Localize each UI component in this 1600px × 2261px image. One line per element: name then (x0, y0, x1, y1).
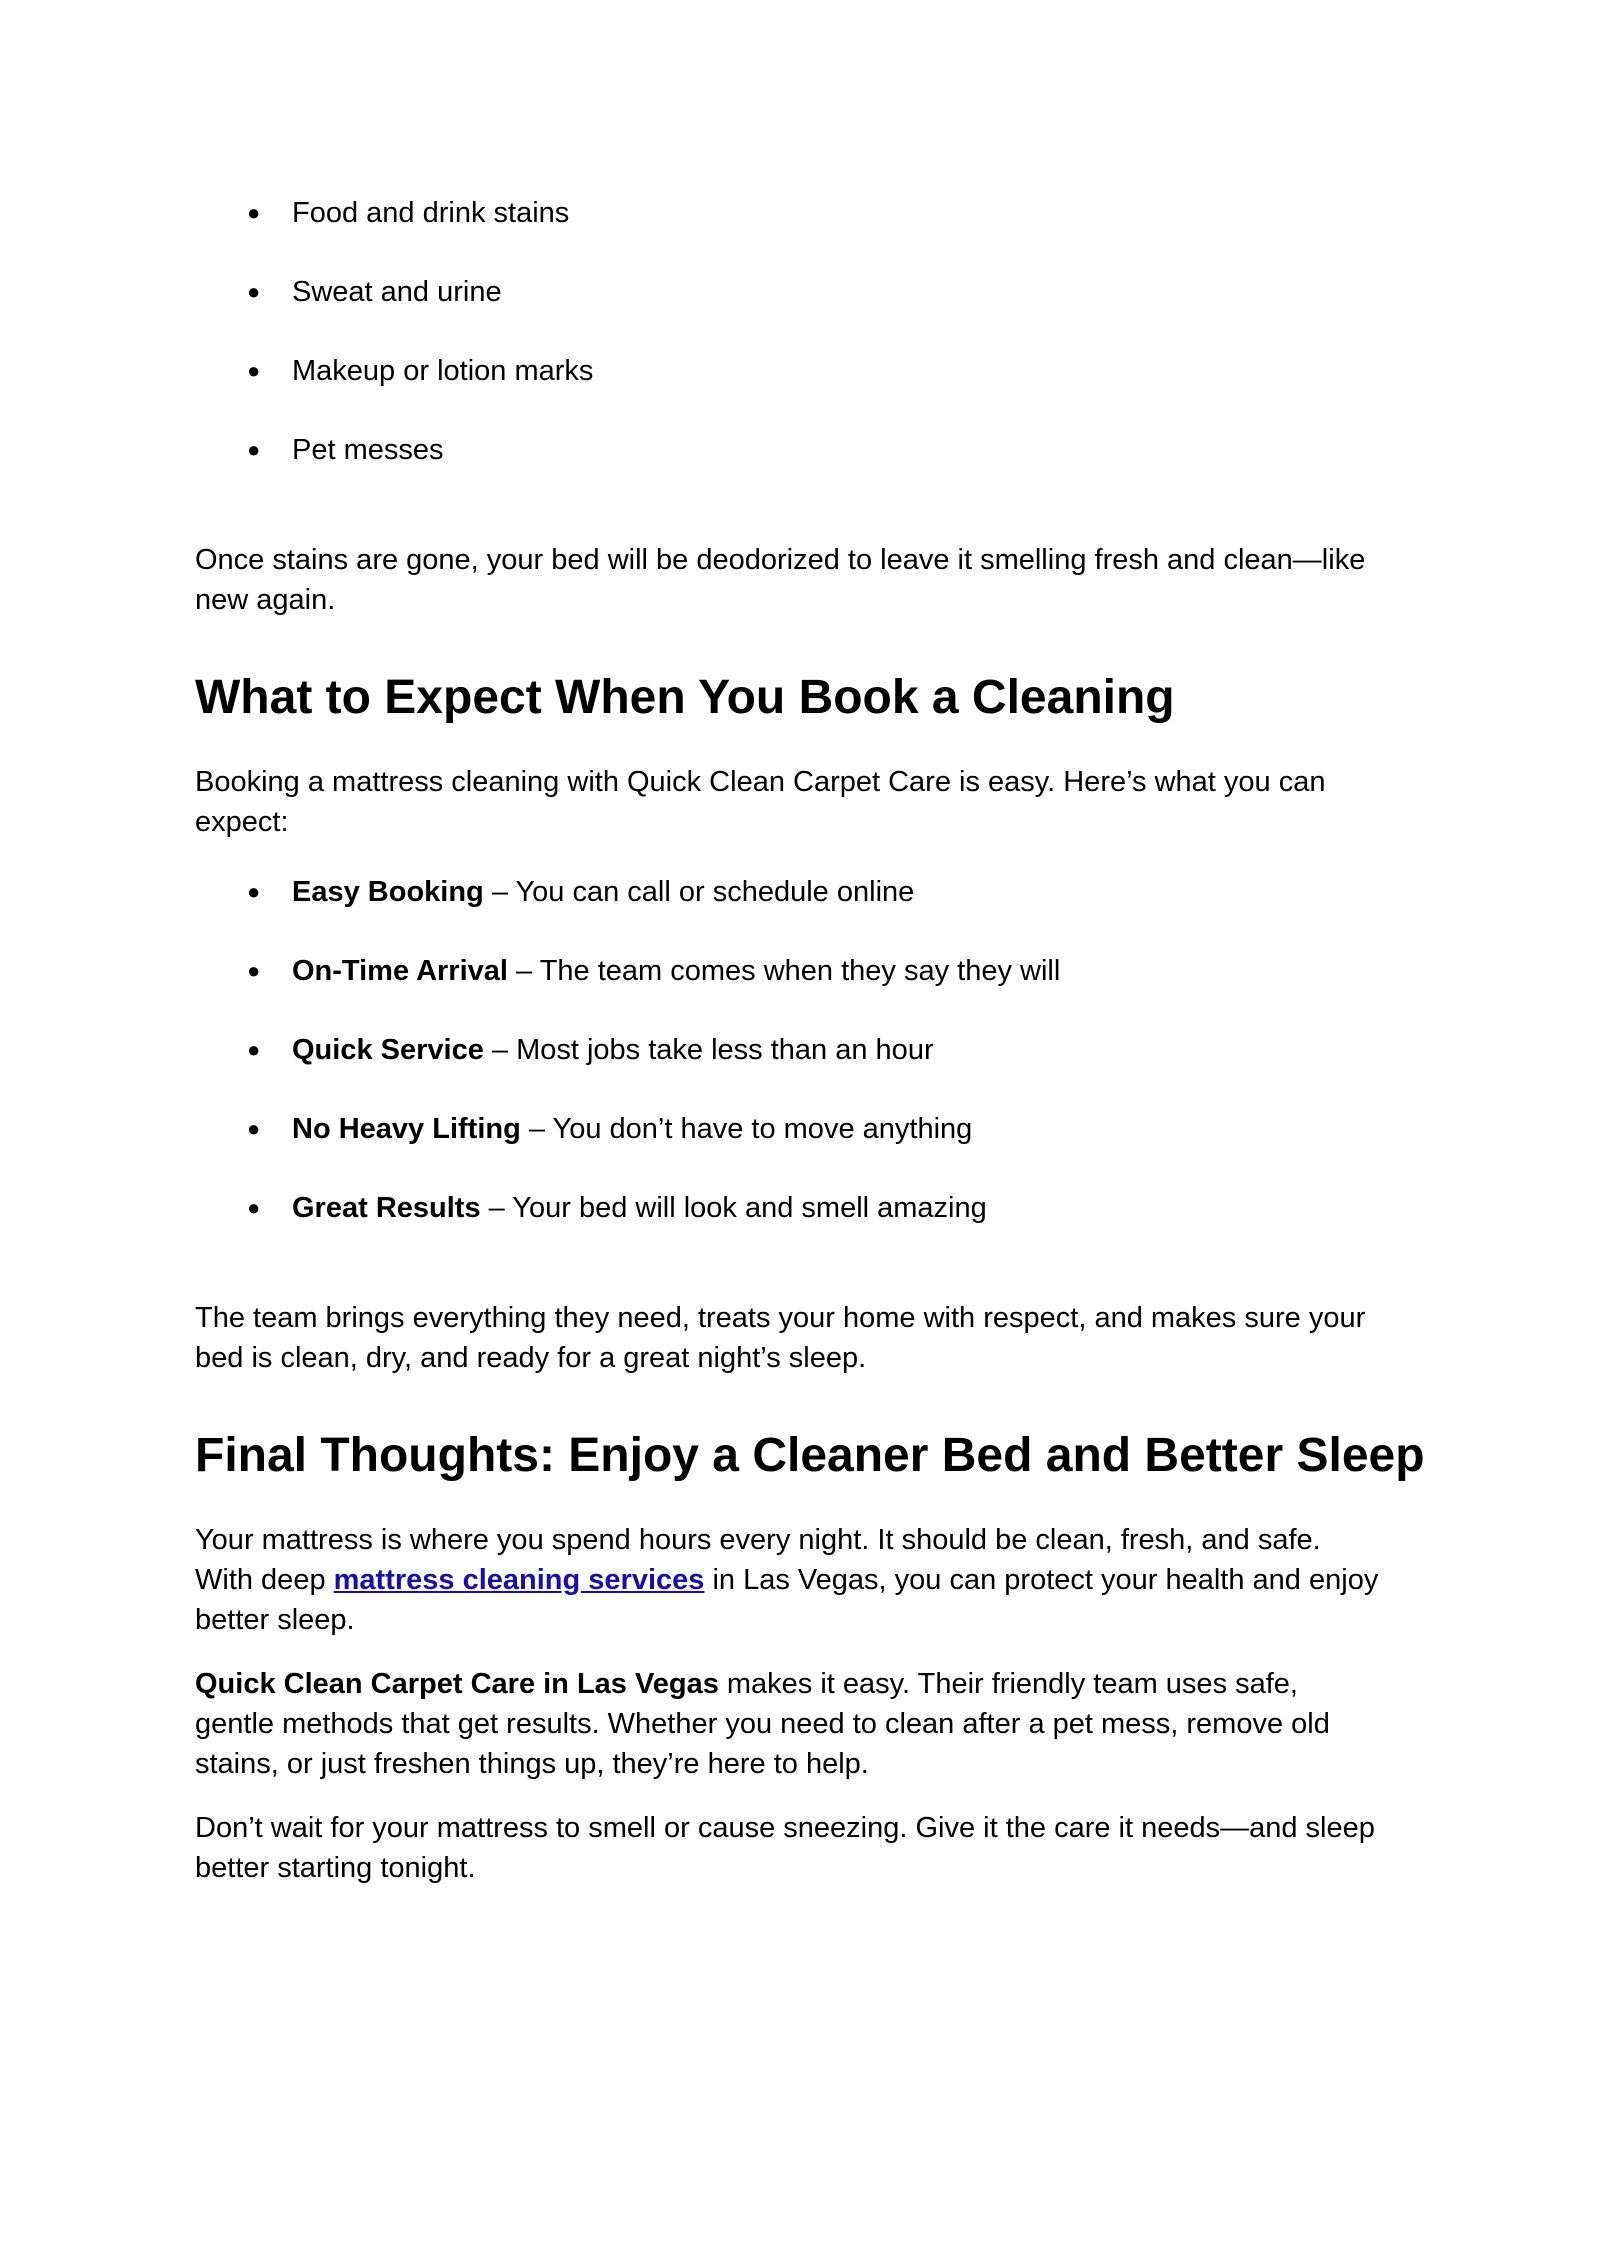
booking-intro-paragraph: Booking a mattress cleaning with Quick Clean Carpet Care is easy. Here’s what you can expect: (195, 766, 1326, 838)
section-heading: What to Expect When You Book a Cleaning (195, 671, 1175, 724)
bullet-icon: ● (247, 1037, 261, 1062)
list-item: ● Sweat and urine (195, 272, 1425, 312)
team-paragraph: The team brings everything they need, treats your home with respect, and makes sure your bed is clean, dry, and ready for a great night’s sleep. (195, 1302, 1366, 1374)
expectations-list (195, 872, 1425, 1267)
list-item: ● Pet messes (195, 430, 1425, 470)
bullet-icon: ● (247, 958, 261, 983)
list-item: ● Great Results – Your bed will look and smell amazing (195, 1188, 1425, 1228)
bullet-icon: ● (247, 1195, 261, 1220)
bullet-icon: ● (247, 437, 261, 462)
bullet-icon: ● (247, 879, 261, 904)
bullet-icon: ● (247, 200, 261, 225)
list-item: ● On-Time Arrival – The team comes when they say they will (195, 951, 1425, 991)
list-item: ● No Heavy Lifting – You don’t have to move anything (195, 1109, 1425, 1149)
list-item: ● Easy Booking – You can call or schedule online (195, 872, 1425, 912)
final-thoughts-paragraph: Your mattress is where you spend hours every night. It should be clean, fresh, and safe. With deep mattress cleaning services in Las Vegas, you can protect your health and enjoy better sleep. (195, 1524, 1379, 1636)
bullet-icon: ● (247, 1116, 261, 1141)
company-paragraph: Quick Clean Carpet Care in Las Vegas makes it easy. Their friendly team uses safe, gentle methods that get results. Whether you need to clean after a pet mess, remove old stains, or just freshen things up, they’re here to help. (195, 1668, 1330, 1780)
deodorize-paragraph: Once stains are gone, your bed will be deodorized to leave it smelling fresh and clean—like new again. (195, 544, 1366, 616)
mattress-cleaning-services-link[interactable]: mattress cleaning services (333, 1564, 705, 1596)
stain-types-list (195, 193, 1425, 509)
closing-paragraph: Don’t wait for your mattress to smell or cause sneezing. Give it the care it needs—and sleep better starting tonight. (195, 1812, 1375, 1884)
bullet-icon: ● (247, 358, 261, 383)
list-item: ● Food and drink stains (195, 193, 1425, 233)
bullet-icon: ● (247, 279, 261, 304)
section-heading: Final Thoughts: Enjoy a Cleaner Bed and Better Sleep (195, 1429, 1425, 1482)
list-item: ● Quick Service – Most jobs take less than an hour (195, 1030, 1425, 1070)
list-item: ● Makeup or lotion marks (195, 351, 1425, 391)
